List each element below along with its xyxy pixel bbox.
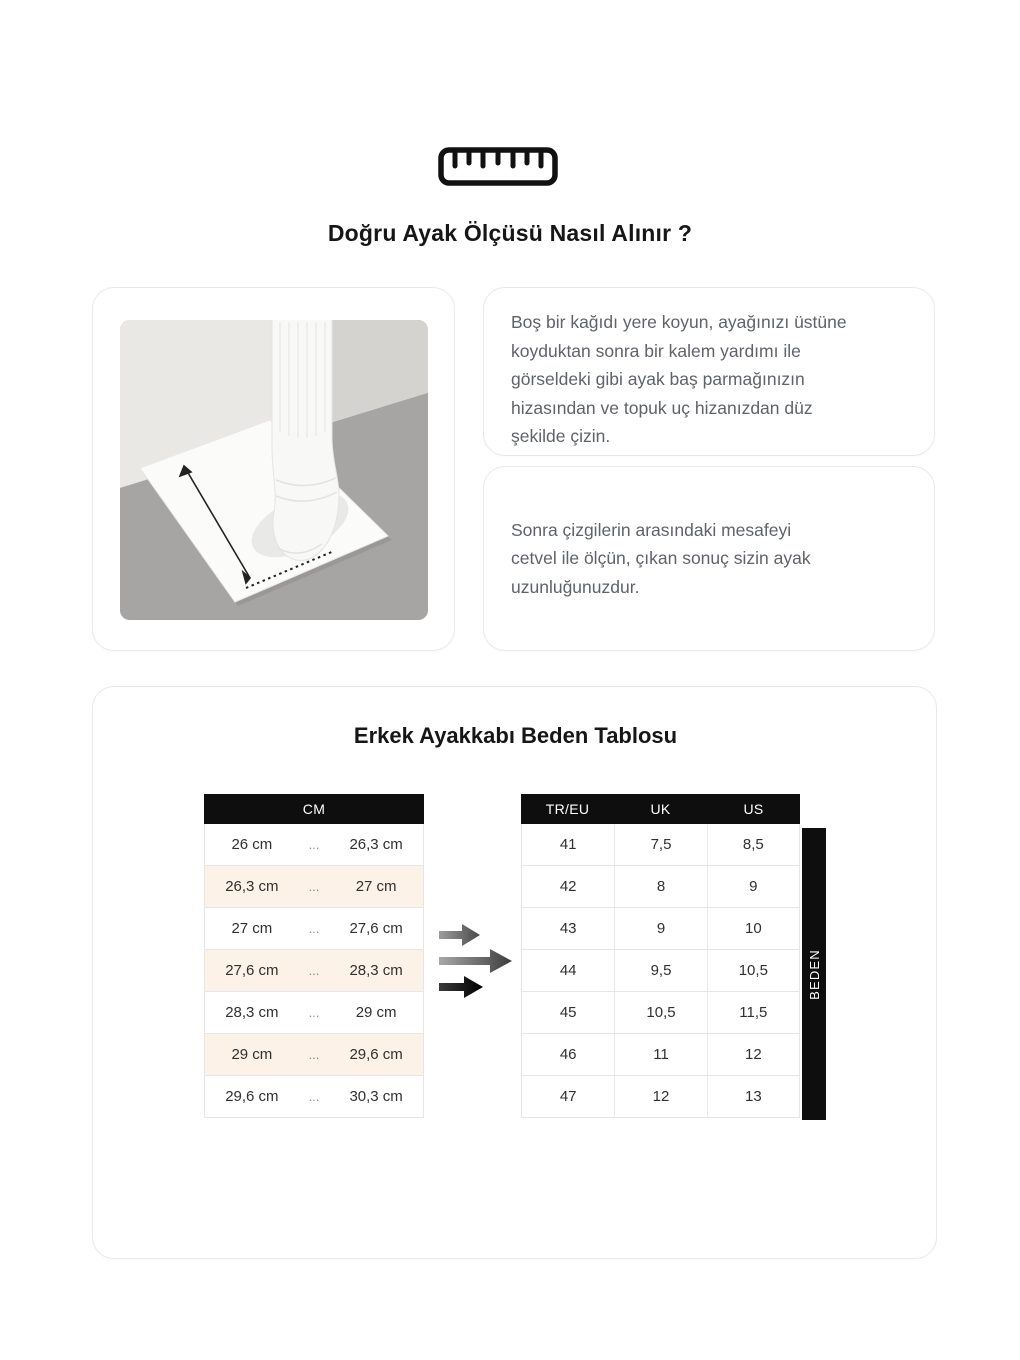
foot-measurement-photo [120,320,428,620]
column-header-us: US [743,801,764,817]
table-row: 26 cm ... 26,3 cm [204,824,424,866]
ruler-icon [437,146,559,188]
instruction-text-2: Sonra çizgilerin arasındaki mesafeyi cetvel ile ölçün, çıkan sonuç sizin ayak uzunluğunuzdur. [511,519,811,597]
table-row: 42 8 9 [521,866,800,908]
page-title: Doğru Ayak Ölçüsü Nasıl Alınır ? [327,220,693,246]
column-header-treu: TR/EU [545,801,590,817]
table-row: 43 9 10 [521,908,800,950]
table-row: 27 cm ... 27,6 cm [204,908,424,950]
cm-table-header: CM [204,794,424,824]
table-row: 28,3 cm ... 29 cm [204,992,424,1034]
table-row: 29 cm ... 29,6 cm [204,1034,424,1076]
instruction-card-2 [483,466,935,651]
size-table-title: Erkek Ayakkabı Beden Tablosu [353,723,678,748]
shoe-size-table [521,794,800,1118]
measurement-photo-card [92,287,455,651]
beden-vertical-label: BEDEN [802,828,826,1120]
size-table-header-row [521,794,800,824]
size-table-card [92,686,937,1259]
table-row: 41 7,5 8,5 [521,824,800,866]
conversion-arrows-icon [438,919,518,1005]
table-row: 26,3 cm ... 27 cm [204,866,424,908]
cm-range-table [204,794,424,1118]
table-row: 45 10,5 11,5 [521,992,800,1034]
table-row: 27,6 cm ... 28,3 cm [204,950,424,992]
table-row: 44 9,5 10,5 [521,950,800,992]
instruction-text-1: Boş bir kağıdı yere koyun, ayağınızı üstüne koyduktan sonra bir kalem yardımı ile görseldeki gibi ayak baş parmağınızın hizasından ve topuk uç hizanızdan düz şekilde çizin. [511,312,847,446]
table-row: 47 12 13 [521,1076,800,1118]
column-header-uk: UK [650,801,671,817]
table-row: 46 11 12 [521,1034,800,1076]
instruction-card-1 [483,287,935,456]
table-row: 29,6 cm ... 30,3 cm [204,1076,424,1118]
